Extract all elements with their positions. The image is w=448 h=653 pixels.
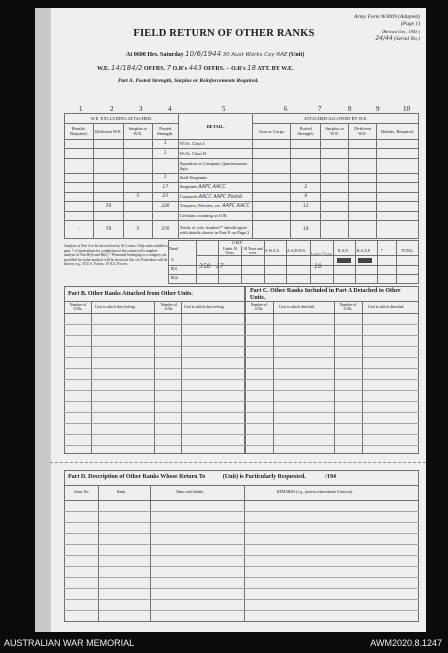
cell-deficient: 78: [93, 221, 123, 239]
cell-deficient: [93, 192, 123, 202]
part-d-col: Army No.: [74, 490, 90, 494]
att-offrs-handwritten: –: [226, 64, 230, 72]
part-d-rule: [64, 577, 419, 578]
detail-header: DETAIL.: [178, 114, 253, 140]
col-head: Surplus to W.E.: [321, 123, 349, 139]
part-c-col: Unit to which detached.: [368, 305, 405, 309]
part-d-rule: [64, 588, 419, 589]
cell-deficient: [93, 158, 123, 173]
col-number: 8: [348, 105, 352, 113]
serial-label: (Serial No.): [394, 36, 420, 42]
col-number: 7: [318, 105, 322, 113]
over18-label: 18 Years and over.: [243, 247, 263, 255]
part-d-year: /194: [325, 474, 336, 480]
part-b-rule: [64, 368, 245, 369]
part-b-rule: [64, 434, 245, 435]
cell-surplus: [123, 158, 152, 173]
cell-surplus: [123, 149, 152, 159]
cell-arm-corps: [253, 211, 291, 221]
cell-detail: [178, 192, 253, 202]
analysis-grid: [168, 240, 419, 284]
cell-deficient: [93, 211, 123, 221]
detail-handwritten: AACC AAPC Postal: [198, 194, 243, 200]
ors-label-2: O.R's: [231, 66, 246, 72]
part-b-rule: [64, 445, 245, 446]
table-row: [65, 158, 419, 173]
we-line: [97, 64, 294, 72]
part-a-title: Part A. Posted Strength, Surplus or Reinforcements Required.: [118, 78, 259, 84]
cell-deficient: [93, 139, 123, 149]
group-right-header: ATTACHED ALLOWED BY W.E.: [253, 114, 419, 124]
col-head: Arm or Corps.: [253, 123, 291, 139]
cell-surplus: [123, 211, 152, 221]
col-number: 10: [403, 105, 410, 113]
totals-row: [65, 221, 419, 239]
part-d-col: Rank.: [117, 490, 126, 494]
total-label: TOTAL.: [401, 249, 415, 253]
part-c-title: Part C. Other Ranks Included in Part A Detached to Other Units.: [250, 288, 401, 301]
cell-surplus: 5: [123, 221, 152, 239]
we-handwritten: 14/184/2: [110, 64, 143, 72]
star-label: *: [381, 249, 383, 253]
cell-reinfts: [65, 183, 94, 193]
at-label: At 0600 Hrs. Saturday: [126, 52, 184, 58]
part-d-rule: [64, 533, 419, 534]
att-label: ATT. BY W.E.: [257, 66, 294, 72]
cell-reinfts: [65, 158, 94, 173]
table-row: [65, 139, 419, 149]
cell-surplus: 5: [123, 192, 152, 202]
cell-posted: 1: [152, 139, 178, 149]
cell-detail: Totals of cols. marked * should agree with details shown in Part E on Page 2: [178, 221, 253, 239]
part-d-rule: [64, 599, 419, 600]
cell-att-posted: 18: [291, 221, 321, 239]
part-c-rule: [245, 346, 419, 347]
part-b-col: Number of O.Rs.: [69, 303, 87, 311]
cell-reinfts: [65, 149, 94, 159]
cell-att-posted: [291, 139, 321, 149]
ors-handwritten: 443: [188, 64, 202, 72]
cell-surplus: [123, 183, 152, 193]
cell-detail: Civilians counting as O.R.: [178, 211, 253, 221]
cell-reinfts: [65, 173, 94, 183]
cell-posted: 370: [152, 221, 178, 239]
serial-handwritten: 24/44: [375, 35, 393, 42]
offrs-label: OFFRS.: [143, 66, 166, 72]
col-number: 9: [376, 105, 380, 113]
part-b-rule: [64, 390, 245, 391]
col-number: 4: [168, 105, 172, 113]
ors-label: O.R's: [172, 66, 188, 72]
cell-arm-corps: [253, 173, 291, 183]
form-title: FIELD RETURN OF OTHER RANKS: [133, 28, 315, 39]
footer-right: AWM2020.8.1247: [370, 638, 442, 648]
col-number: 1: [79, 105, 83, 113]
part-c-rule: [245, 368, 419, 369]
cell-reinfts: –: [65, 221, 94, 239]
part-d-title-text: Part D. Description of Other Ranks Whose Return To: [68, 474, 206, 480]
analysis-hand-2: 17: [216, 263, 224, 270]
cell-reinfts: [65, 139, 94, 149]
col-number: 5: [222, 105, 226, 113]
part-d-rule: [64, 522, 419, 523]
table-row: [65, 192, 419, 202]
analysis-note: Analysis of Part A to be shown here by ALL units. Only units entitled to para. 7 of instructions for completion of this return will complete analysis of Part B(ii) and B(ii). * Personnel belonging to a category not provided for in the analysis will be shown in this col. Particulars will be shown, e.g., 50 U.S. Forces, 10 N.Z. Forces.: [64, 244, 168, 267]
part-c-rule: [245, 379, 419, 380]
cell-att-posted: 4: [291, 192, 321, 202]
cell-deficient: 78: [93, 202, 123, 212]
part-c-rule: [245, 335, 419, 336]
cell-deficient: [93, 173, 123, 183]
analysis-row-b1: B(i): [171, 267, 178, 271]
archive-footer: [0, 633, 448, 653]
part-d-col: Name and Initials.: [176, 490, 204, 494]
cell-deficient: [93, 149, 123, 159]
ran-label: R.A.N.: [338, 249, 349, 253]
part-b-rule: [64, 346, 245, 347]
att-ors-handwritten: 18: [247, 64, 257, 72]
cell-surplus: [123, 202, 152, 212]
col-head: Deficient W.E.: [93, 123, 123, 139]
part-b-col: Unit to which they belong.: [95, 305, 136, 309]
part-b-col: Number of O.Rs.: [160, 303, 178, 311]
date-handwritten: 10/6/1944: [185, 50, 222, 58]
detail-handwritten: AAPC AACC: [198, 185, 226, 191]
ran-mark: [337, 258, 351, 263]
part-c-rule: [245, 434, 419, 435]
unit-label: (Unit): [288, 52, 305, 58]
detail-label: Corporals: [179, 193, 198, 199]
table-row: [65, 183, 419, 193]
part-d-rule: [64, 610, 419, 611]
under18-label: Under 18 Years.: [222, 247, 238, 255]
part-c-rule: [245, 390, 419, 391]
part-c-rule: [245, 423, 419, 424]
col-head: Deficient W.E.: [349, 123, 377, 139]
analysis-hand-4: Less Class: [311, 252, 332, 257]
fold-line: [50, 462, 426, 463]
cell-surplus: [123, 173, 152, 183]
part-b-rule: [64, 412, 245, 413]
form-number: Army Form W3009 (Adapted): [354, 14, 420, 20]
analysis-row-b2: B(ii): [171, 276, 179, 280]
part-c-rule: [245, 357, 419, 358]
cell-posted: 17: [152, 183, 178, 193]
cell-posted: 1: [152, 173, 178, 183]
cell-att-posted: [291, 173, 321, 183]
cell-posted: 1: [152, 149, 178, 159]
part-d-rule: [64, 566, 419, 567]
date-line: [126, 50, 304, 58]
omf-label: O.M.F.: [232, 241, 243, 245]
part-d-title: [68, 474, 336, 480]
cell-detail: Squadron or Company Quartermaster Sgts.: [178, 158, 253, 173]
cell-arm-corps: [253, 221, 291, 239]
part-c-rule: [245, 412, 419, 413]
part-d-title-unit: (Unit) is Particularly Requested.: [222, 474, 306, 480]
part-b-col: Unit to which they belong.: [184, 305, 225, 309]
col-head: Surplus to W.E.: [123, 123, 152, 139]
cell-arm-corps: [253, 149, 291, 159]
part-b-rule: [64, 401, 245, 402]
offrs-label-2: OFFRS.: [203, 66, 225, 72]
part-b-rule: [64, 357, 245, 358]
cell-reinfts: [65, 211, 94, 221]
we-label: W.E.: [97, 66, 110, 72]
offrs-handwritten: 7: [166, 64, 172, 72]
cell-posted: 23: [152, 192, 178, 202]
col-number: 2: [110, 105, 114, 113]
cell-att-posted: [291, 149, 321, 159]
unit-handwritten: 30 Aust Works Coy RAE: [222, 52, 288, 58]
raaf-mark: [358, 258, 372, 263]
part-d-rule: [64, 511, 419, 512]
part-d-rule: [64, 555, 419, 556]
aamws-label: A.A.M.W.S.: [287, 249, 306, 253]
col-head: Posted Strength.: [291, 123, 321, 139]
form-page-number: (Page 1): [400, 21, 420, 27]
col-number: 6: [284, 105, 288, 113]
detail-label: Sergeants: [179, 184, 198, 190]
cell-reinfts: [65, 202, 94, 212]
part-c-rule: [245, 445, 419, 446]
cell-posted: 326: [152, 202, 178, 212]
table-row: [65, 173, 419, 183]
part-a-table: [64, 113, 419, 239]
col-number: 3: [139, 105, 143, 113]
raaf-label: R.A.A.F.: [357, 249, 371, 253]
col-head: Reinfts. Required.: [377, 123, 419, 139]
table-row: [65, 202, 419, 212]
cell-posted: [152, 211, 178, 221]
part-b-title: Part B. Other Ranks Attached from Other Units.: [68, 291, 193, 297]
cell-detail: W.Os. Class II.: [178, 149, 253, 159]
part-c-col: Unit to which detached.: [279, 305, 316, 309]
part-b-rule: [64, 335, 245, 336]
part-d-col: REMARKS (e.g., present whereabouts if known).: [277, 490, 353, 494]
cell-att-posted: [291, 211, 321, 221]
cell-detail: W.Os. Class I.: [178, 139, 253, 149]
part-b-rule: [64, 423, 245, 424]
cell-arm-corps: [253, 158, 291, 173]
detail-handwritten: AAPC AACC: [222, 204, 250, 210]
col-head: Reinfts. Required.: [65, 123, 94, 139]
part-c-col: Number of O.Rs.: [250, 303, 268, 311]
cell-surplus: [123, 139, 152, 149]
part-c-col: Number of O.Rs.: [339, 303, 357, 311]
part-c-rule: [245, 324, 419, 325]
group-header-row: [65, 114, 419, 124]
table-row: [65, 211, 419, 221]
cell-detail: [178, 202, 253, 212]
form-revised: (Revised Jan., 1943.): [381, 29, 420, 34]
cell-att-posted: 12: [291, 202, 321, 212]
cell-detail: [178, 183, 253, 193]
part-c-box: [245, 286, 419, 454]
detail-label: Troopers, Privates, etc.: [179, 203, 222, 209]
cell-detail: Staff Sergeants: [178, 173, 253, 183]
part-b-rule: [64, 324, 245, 325]
binding-strip: [35, 8, 51, 632]
analysis-hand-3: 18: [314, 263, 322, 270]
cell-att-posted: [291, 158, 321, 173]
analysis-detail-label: Detail: [169, 247, 179, 251]
part-c-rule: [245, 401, 419, 402]
group-left-header: W.E. EXCLUDING ATTACHED.: [65, 114, 179, 124]
cell-att-posted: 2: [291, 183, 321, 193]
cell-deficient: [93, 183, 123, 193]
part-d-rule: [64, 544, 419, 545]
table-row: [65, 149, 419, 159]
cell-posted: [152, 158, 178, 173]
part-b-rule: [64, 379, 245, 380]
col-head: Posted Strength.: [152, 123, 178, 139]
analysis-hand-1: 358: [199, 263, 211, 270]
awas-label: A.W.A.S.: [265, 249, 280, 253]
footer-left: AUSTRALIAN WAR MEMORIAL: [4, 638, 135, 648]
analysis-row-a: A: [171, 258, 174, 262]
cell-arm-corps: [253, 139, 291, 149]
cell-reinfts: [65, 192, 94, 202]
